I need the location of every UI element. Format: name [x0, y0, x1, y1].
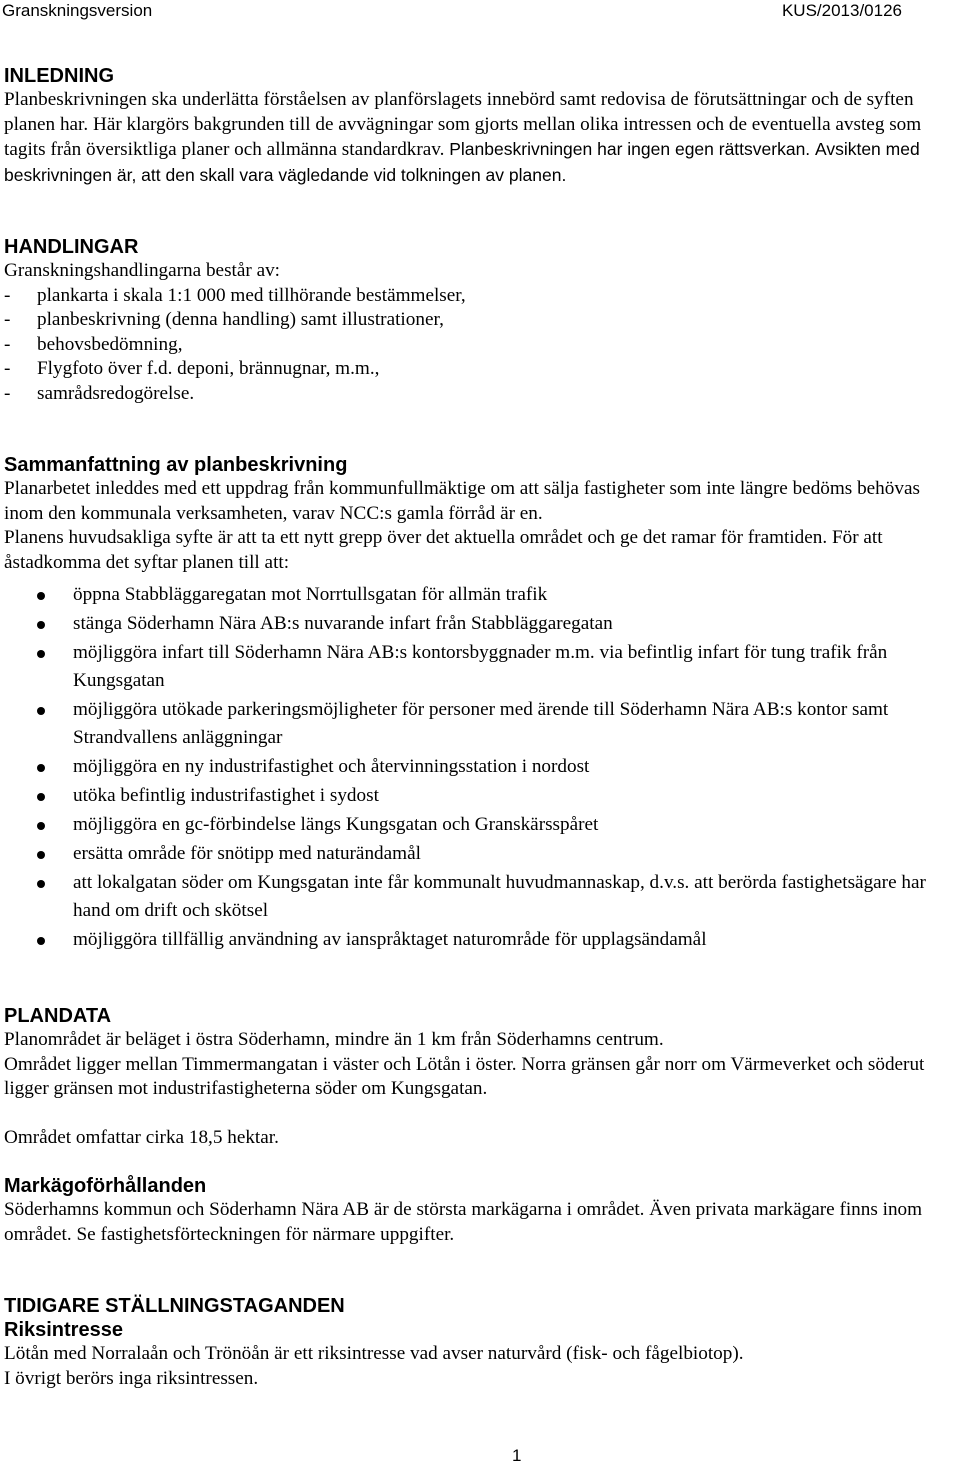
bullet-text: möjliggöra en gc-förbindelse längs Kungsgatan och Granskärsspåret: [73, 814, 599, 835]
bullet-dot-icon: [37, 707, 45, 715]
bullet-item: [4, 696, 956, 752]
bullet-item: [4, 811, 956, 839]
bullet-item: [4, 926, 956, 954]
section-plandata: [4, 1004, 956, 1150]
bullet-dot-icon: [37, 880, 45, 888]
bullet-item: [4, 610, 956, 638]
bullet-dot-icon: [37, 764, 45, 772]
bullet-dot-icon: [37, 650, 45, 658]
handlingar-intro: Granskningshandlingarna består av:: [4, 260, 281, 281]
bullet-item: [4, 840, 956, 868]
bullet-item: [4, 869, 956, 925]
bullet-item: [4, 782, 956, 810]
inledning-text-c: Avsikten med beskrivningen är, att den skall vara vägledande vid tolkningen av planen.: [4, 139, 920, 185]
sammanfattning-p2-text: Planens huvudsakliga syfte är att ta ett nytt grepp över det aktuella området och ge det ramar för framtiden.: [4, 527, 828, 548]
document-body: [4, 64, 956, 1391]
bullet-text: möjliggöra utökade parkeringsmöjligheter för personer med ärende till Söderhamn Nära AB:s kontor samt Strandvallens anläggningar: [73, 699, 889, 748]
page-header: [0, 0, 960, 26]
sammanfattning-p2: [4, 526, 956, 575]
bullet-text: ersätta område för snötipp med naturändamål: [73, 843, 421, 864]
inledning-paragraph: [4, 88, 956, 188]
sammanfattning-p1: Planarbetet inleddes med ett uppdrag från kommunfullmäktige om att sälja fastigheter som inte längre bedöms behövas inom den kommunala verksamheten, varav NCC:s gamla förråd är en.: [4, 478, 920, 524]
heading-tidigare: TIDIGARE STÄLLNINGSTAGANDEN: [4, 1295, 345, 1317]
bullet-text: möjliggöra tillfällig användning av ianspråktaget naturområde för upplagsändamål: [73, 929, 707, 950]
bullet-text: öppna Stabbläggaregatan mot Norrtullsgatan för allmän trafik: [73, 584, 548, 605]
bullet-text: möjliggöra infart till Söderhamn Nära AB:s kontorsbyggnader m.m. via befintlig infart för tung trafik från Kungsgatan: [73, 642, 888, 691]
bullet-text: möjliggöra en ny industrifastighet och återvinningsstation i nordost: [73, 756, 590, 777]
list-item: - behovsbedömning,: [4, 333, 956, 358]
heading-handlingar: HANDLINGAR: [4, 236, 139, 258]
bullet-text: att lokalgatan söder om Kungsgatan inte får kommunalt huvudmannaskap, d.v.s. att berörda fastighetsägare har hand om drift och skötsel: [73, 872, 926, 921]
handlingar-list: [4, 284, 956, 407]
bullet-dot-icon: [37, 822, 45, 830]
bullet-text: stänga Söderhamn Nära AB:s nuvarande infart från Stabbläggaregatan: [73, 613, 613, 634]
list-item: - samrådsredogörelse.: [4, 382, 956, 407]
inledning-text-b: Planbeskrivningen har ingen egen rättsverkan.: [449, 139, 811, 159]
tidigare-p2: I övrigt berörs inga riksintressen.: [4, 1367, 259, 1389]
section-markagoforhallanden: [4, 1174, 956, 1247]
page-number: 1: [512, 1446, 522, 1465]
bullet-item: [4, 581, 956, 609]
plandata-p2: Området ligger mellan Timmermangatan i väster och Lötån i öster. Norra gränsen går norr om Värmeverket och söderut ligger gränsen mot industrifastigheterna söder om Kungsgatan.: [4, 1053, 925, 1099]
bullet-item: [4, 753, 956, 781]
header-reference: KUS/2013/0126: [781, 1, 902, 20]
inledning-text-a: Planbeskrivningen ska underlätta förståelsen av planförslagets innebörd samt redovisa de förutsättningar och de syften planen har. Här klargörs bakgrunden till de avvägningar som gjorts mellan olika intressen och de eventuella avsteg som tagits från översiktliga planer och allmänna standardkrav.: [4, 89, 922, 160]
bullet-dot-icon: [37, 851, 45, 859]
syfte-bullet-list: [4, 581, 956, 954]
plandata-p1: Planområdet är beläget i östra Söderhamn, mindre än 1 km från Söderhamns centrum.: [4, 1029, 664, 1050]
header-version: Granskningsversion: [2, 1, 153, 20]
list-item: - Flygfoto över f.d. deponi, brännugnar, m.m.,: [4, 357, 956, 382]
heading-markagoforhallanden: Markägoförhållanden: [4, 1175, 207, 1197]
bullet-dot-icon: [37, 621, 45, 629]
plandata-p3: Området omfattar cirka 18,5 hektar.: [4, 1126, 279, 1148]
bullet-item: [4, 639, 956, 695]
heading-plandata: PLANDATA: [4, 1005, 112, 1027]
bullet-dot-icon: [37, 793, 45, 801]
list-item: - planbeskrivning (denna handling) samt illustrationer,: [4, 308, 956, 333]
section-tidigare: [4, 1294, 956, 1391]
section-sammanfattning: [4, 453, 956, 954]
heading-sammanfattning: Sammanfattning av planbeskrivning: [4, 454, 348, 476]
section-inledning: [4, 64, 956, 188]
bullet-dot-icon: [37, 937, 45, 945]
list-item: - plankarta i skala 1:1 000 med tillhörande bestämmelser,: [4, 284, 956, 309]
bullet-dot-icon: [37, 592, 45, 600]
section-handlingar: [4, 235, 956, 406]
tidigare-p1: Lötån med Norralaån och Trönöån är ett riksintresse vad avser naturvård (fisk- och fågelbiotop).: [4, 1343, 744, 1364]
subheading-riksintresse: Riksintresse: [4, 1319, 123, 1341]
bullet-text: utöka befintlig industrifastighet i sydost: [73, 785, 379, 806]
heading-inledning: INLEDNING: [4, 65, 114, 87]
sammanfattning-p3-text: För att åstadkomma det syftar planen till att:: [4, 527, 883, 573]
markagoforhallanden-p1: Söderhamns kommun och Söderhamn Nära AB är de största markägarna i området. Även privata markägare finns inom området. Se fastighetsförteckningen för närmare uppgifter.: [4, 1199, 923, 1245]
